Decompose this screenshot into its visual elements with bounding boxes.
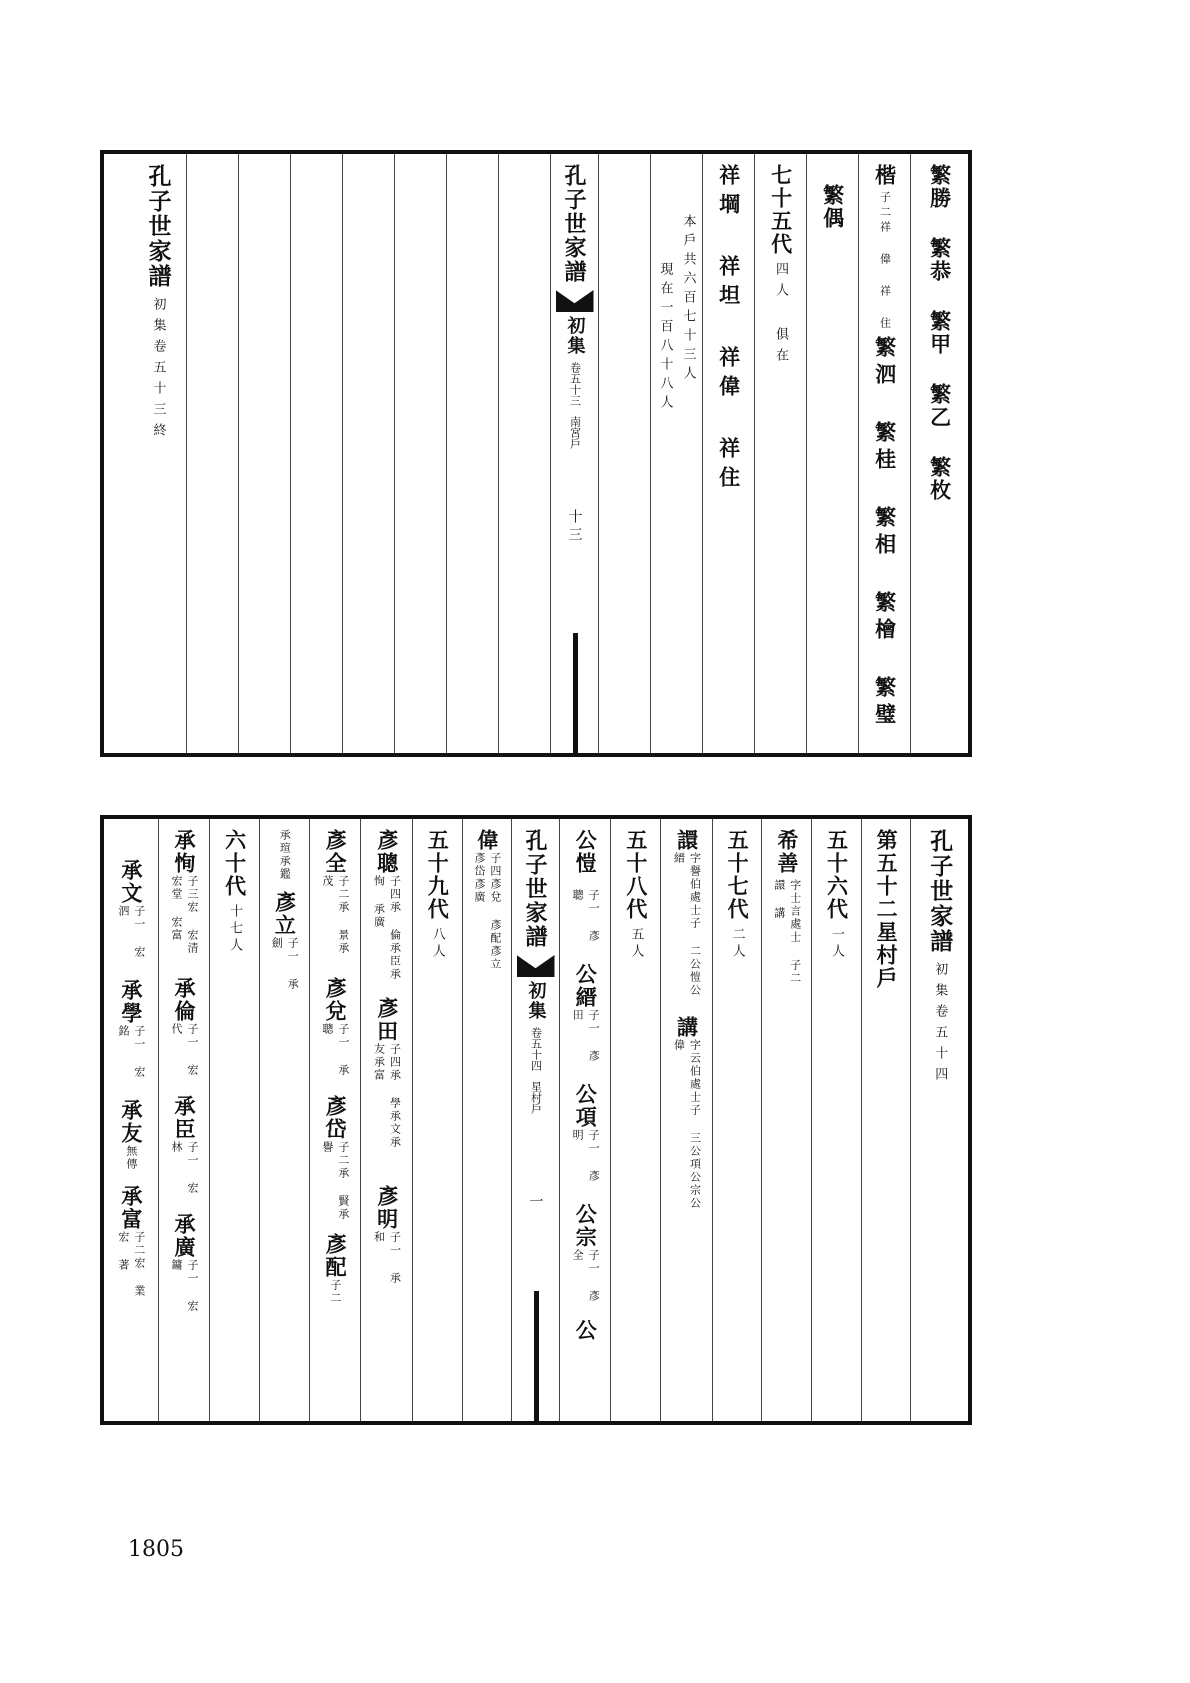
bottom-col-12-c: 彥明: [374, 1185, 400, 1231]
top-col-4-text: 七十五代: [768, 164, 794, 256]
bottom-col-12-b: 彥田: [374, 997, 400, 1043]
top-col-13: [290, 154, 342, 753]
bottom-col-8-c: 公項: [573, 1083, 599, 1129]
top-title-col: [130, 154, 186, 753]
top-fold-line: [573, 633, 578, 753]
bottom-col-11-text: 五十九代: [425, 829, 451, 921]
top-col-6-second: 現在一百八十八人: [657, 262, 673, 414]
bottom-col-17: [104, 819, 158, 1421]
bottom-col-16: [158, 819, 210, 1421]
bottom-col-3-note: 一人: [828, 927, 844, 961]
top-col-2: [858, 154, 910, 753]
bottom-col-8-a: 公愷: [573, 829, 599, 875]
bottom-col-13-c-note: 子二承 賢承 譽: [320, 1141, 350, 1221]
bottom-fold-page: 一: [527, 1194, 544, 1212]
bottom-col-16-c: 承臣: [172, 1095, 198, 1141]
bottom-col-11: [412, 819, 462, 1421]
top-col-5-text: 祥堈 祥坦 祥偉 祥住: [716, 164, 742, 495]
top-panel: [100, 150, 972, 757]
bottom-col-13-c: 彥岱: [322, 1095, 348, 1141]
bottom-col-14: [259, 819, 309, 1421]
top-col-6-text: 本戶共六百七十三人: [680, 214, 696, 385]
bottom-col-15: [209, 819, 259, 1421]
bottom-col-5-text: 五十七代: [725, 829, 751, 921]
bottom-col-3: [811, 819, 861, 1421]
top-fold-house: 南宮戶: [568, 416, 582, 449]
bottom-col-17-b-note: 子一 宏銘: [116, 1025, 146, 1079]
bottom-col-15-note: 十七人: [227, 904, 243, 955]
bottom-col-17-a-note: 子一 宏泗: [116, 905, 146, 959]
bottom-col-14-b: 彥立: [272, 891, 298, 937]
bottom-col-8-c-note: 子一 彥明: [571, 1129, 601, 1183]
bottom-fold-house: 星村戶: [529, 1081, 543, 1114]
bottom-col-17-c: 承友: [118, 1099, 144, 1145]
bottom-col-13-d-note: 子二: [328, 1279, 342, 1305]
top-col-9: [498, 154, 550, 753]
bottom-col-13-b: 彥兌: [322, 977, 348, 1023]
bottom-col-14-b-note: 子一 承劍: [270, 937, 300, 991]
top-fold-sub: 初集: [564, 316, 586, 356]
bottom-col-10: [462, 819, 512, 1421]
bottom-fold: [511, 819, 559, 1421]
top-col-14: [238, 154, 290, 753]
bottom-col-6: [660, 819, 712, 1421]
bottom-col-17-d-note: 子二宏 業宏 著: [116, 1231, 146, 1298]
fish-tail-mark-icon: [556, 290, 594, 312]
bottom-col-16-d: 承廣: [172, 1213, 198, 1259]
bottom-col-6-text: 譞: [674, 829, 700, 852]
bottom-col-8-d: 公宗: [573, 1203, 599, 1249]
bottom-fold-title: 孔子世家譜: [522, 829, 548, 949]
top-col-3-text: 繁偶: [820, 184, 846, 230]
bottom-col-12-a: 彥聰: [374, 829, 400, 875]
bottom-col-5-note: 二人: [729, 927, 745, 961]
top-col-6: [650, 154, 702, 753]
bottom-col-11-note: 八人: [429, 927, 445, 961]
bottom-col-6-note: 字譽伯處士子 二公愷公縉: [672, 852, 702, 997]
bottom-fold-sub: 初集: [525, 981, 547, 1021]
bottom-col-3-text: 五十六代: [824, 829, 850, 921]
bottom-col-7-note: 五人: [628, 927, 644, 961]
bottom-col-6-second-note: 字云伯處士子 三公項公宗公偉: [672, 1039, 702, 1210]
bottom-col-4: [761, 819, 811, 1421]
bottom-col-13-a: 彥全: [322, 829, 348, 875]
bottom-col-4-note: 字士言處士 子二 譞 講: [772, 879, 802, 985]
bottom-col-16-d-note: 子一 宏鏞: [169, 1259, 199, 1313]
top-fold-vol: 卷五十三: [568, 362, 582, 406]
bottom-col-12-b-note: 子四承 學承文承 友承富: [372, 1043, 402, 1149]
top-col-4: [754, 154, 806, 753]
bottom-col-12-c-note: 子一 承和: [372, 1231, 402, 1285]
bottom-col-13-a-note: 子二承 景承茂: [320, 875, 350, 955]
bottom-col-16-a: 承恂: [172, 829, 198, 875]
bottom-col-12-a-note: 子四承 倫承臣承恂 承廣: [372, 875, 402, 981]
fish-tail-mark-icon: [517, 955, 555, 977]
bottom-col-6-second: 講: [674, 1016, 700, 1039]
bottom-title-note: 初集卷五十四: [932, 962, 948, 1088]
bottom-col-7-text: 五十八代: [623, 829, 649, 921]
bottom-col-16-a-note: 子三宏 宏清 宏堂 宏富: [169, 875, 199, 955]
bottom-title-col: [910, 819, 968, 1421]
top-col-12: [342, 154, 394, 753]
bottom-col-8-d-note: 子一 彥全: [571, 1249, 601, 1303]
bottom-col-17-a: 承文: [118, 859, 144, 905]
bottom-col-2: [861, 819, 911, 1421]
bottom-col-16-c-note: 子一 宏林: [169, 1141, 199, 1195]
top-col-2-note: 子二祥 偉 祥 住: [878, 191, 892, 332]
top-col-10: [446, 154, 498, 753]
top-col-3: [806, 154, 858, 753]
top-col-1: [910, 154, 968, 753]
bottom-col-13: [309, 819, 361, 1421]
bottom-title: 孔子世家譜: [926, 829, 954, 954]
bottom-col-10-text: 偉: [474, 829, 500, 852]
bottom-col-15-text: 六十代: [222, 829, 248, 898]
bottom-col-7: [610, 819, 660, 1421]
top-fold-title: 孔子世家譜: [561, 164, 587, 284]
bottom-col-12: [360, 819, 412, 1421]
top-title-note: 初集卷五十三終: [150, 297, 166, 444]
bottom-col-2-text: 第五十二星村戶: [874, 829, 900, 990]
bottom-col-5: [712, 819, 762, 1421]
top-col-15: [186, 154, 238, 753]
bottom-col-8-b: 公縉: [573, 963, 599, 1009]
top-col-5: [702, 154, 754, 753]
bottom-col-16-b-note: 子一 宏代: [169, 1023, 199, 1077]
top-col-7: [598, 154, 650, 753]
bottom-col-10-note: 子四彥兌 彥配彥立 彥岱彥廣: [472, 852, 502, 971]
bottom-fold-line: [534, 1291, 539, 1421]
top-col-2-text: 楷: [872, 164, 898, 187]
bottom-col-17-d: 承富: [118, 1185, 144, 1231]
bottom-fold-vol: 卷五十四: [529, 1027, 543, 1071]
page-number: 1805: [128, 1537, 184, 1562]
top-fold: [550, 154, 598, 753]
top-col-2-rest: 繁泗 繁桂 繁相 繁檜 繁璧: [872, 336, 898, 730]
bottom-col-17-b: 承學: [118, 979, 144, 1025]
bottom-col-8-tail: 公: [573, 1319, 599, 1342]
top-col-1-text: 繁勝 繁恭 繁甲 繁乙 繁枚: [927, 164, 953, 502]
top-col-4-note: 四人 俱在: [773, 262, 788, 369]
bottom-panel: [100, 815, 972, 1425]
bottom-col-13-d: 彥配: [322, 1233, 348, 1279]
bottom-col-14-a: 承瑄: [278, 829, 292, 855]
bottom-col-8-a-note: 子一 彥聰: [571, 889, 601, 943]
bottom-col-16-b: 承倫: [172, 977, 198, 1023]
bottom-col-8: [559, 819, 611, 1421]
top-fold-page: 十三: [566, 509, 583, 545]
bottom-col-13-b-note: 子一 承聰: [320, 1023, 350, 1077]
bottom-col-4-text: 希善: [774, 829, 800, 875]
top-col-11: [394, 154, 446, 753]
bottom-col-8-b-note: 子一 彥田: [571, 1009, 601, 1063]
bottom-col-17-c-note: 無傳: [124, 1145, 138, 1171]
top-title: 孔子世家譜: [144, 164, 172, 289]
bottom-col-14-a-note: 承鑑: [278, 855, 292, 881]
